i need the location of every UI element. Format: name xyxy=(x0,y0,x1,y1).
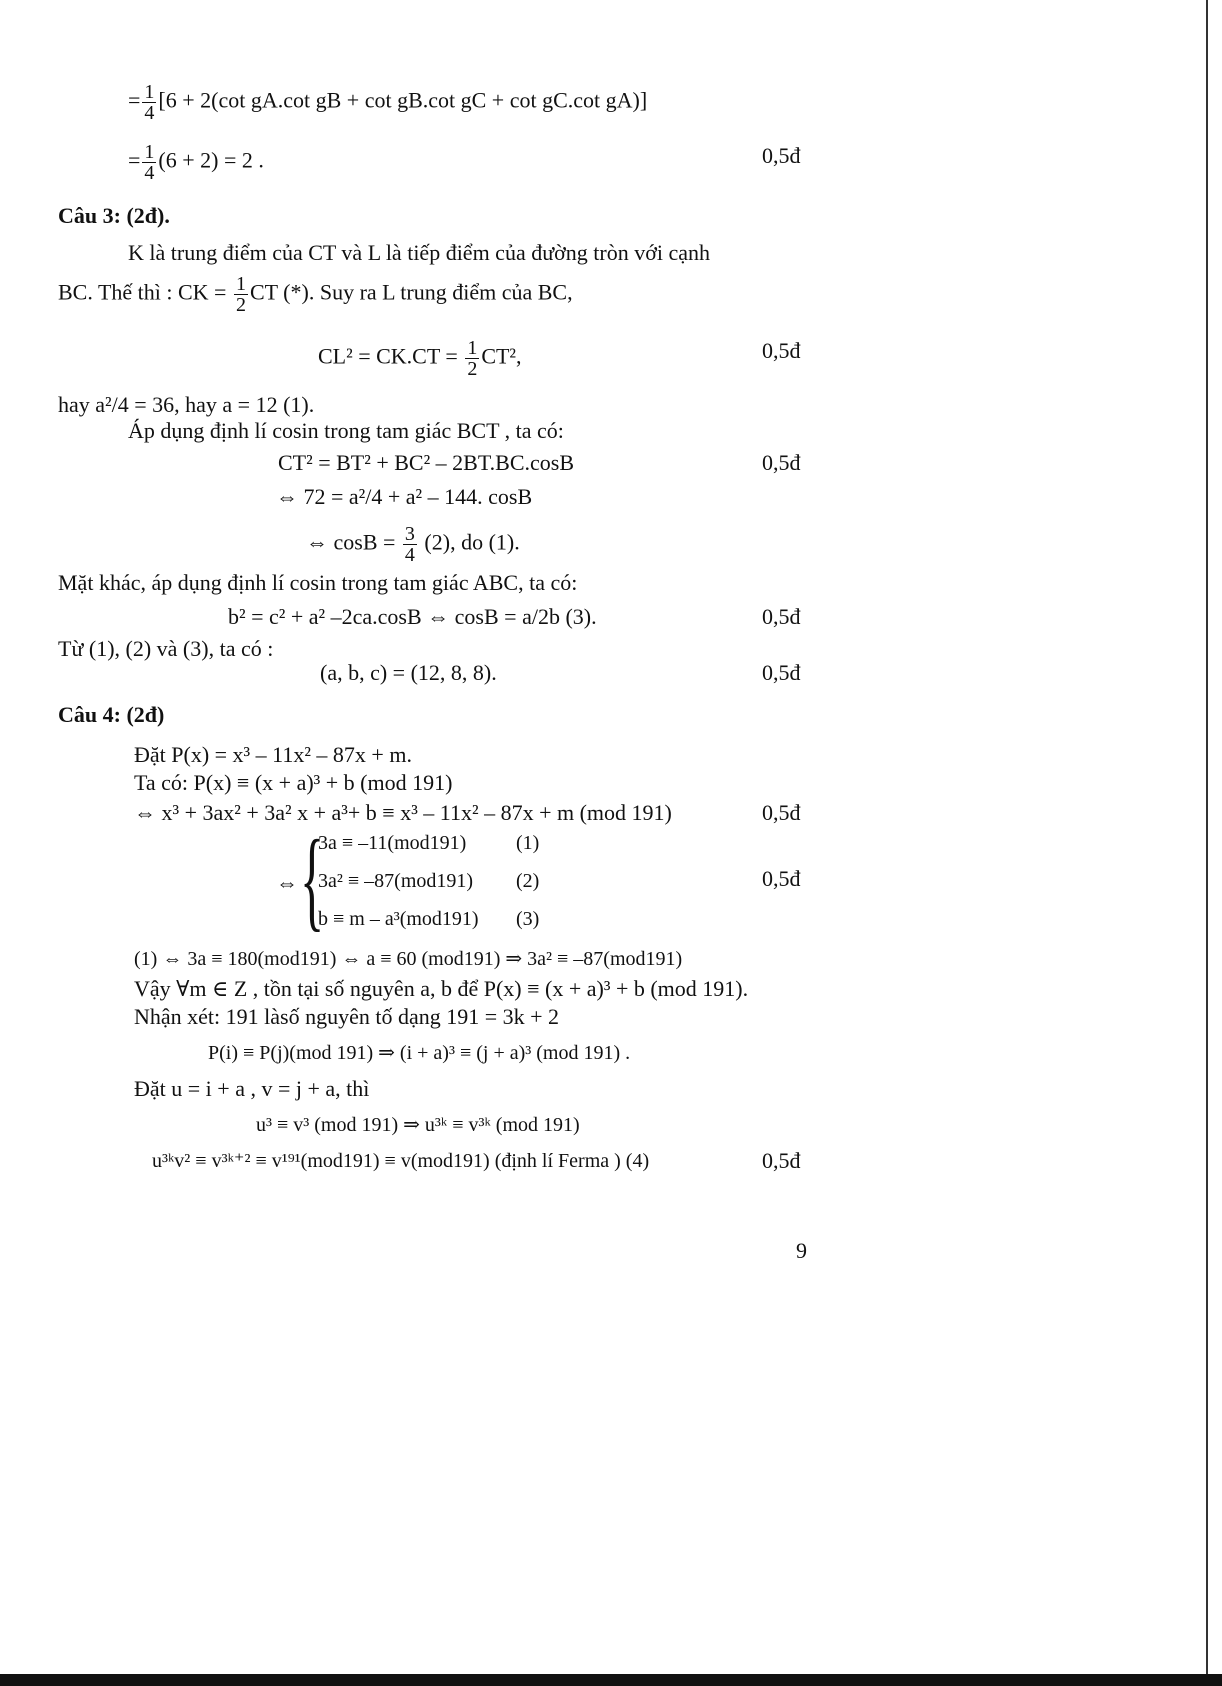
cau3-eq4: ⇔ cosB = $\frac{3}{4}$ (2), do (1). xyxy=(306,523,520,566)
system-eq-2: 3a² ≡ –87(mod191) xyxy=(318,870,474,892)
system-eq-2-tag: (2) xyxy=(516,870,540,892)
cau3-from: Từ (1), (2) và (3), ta có : xyxy=(58,636,274,661)
system-brace: { xyxy=(300,818,325,942)
fraction-three-quarters: $\frac{3}{4}$ xyxy=(404,523,415,566)
fraction-half: $\frac{1}{2}$ xyxy=(467,337,478,380)
cau3-eq2-points: 0,5đ xyxy=(762,450,801,475)
cau4-derivation: (1) ⇔ 3a ≡ 180(mod191) ⇔ a ≡ 60 (mod191) ⇒ 3a² ≡ –87(mod191) xyxy=(134,948,683,970)
cau4-taco: Ta có: P(x) ≡ (x + a)³ + b (mod 191) xyxy=(134,770,453,795)
system-eq-1: 3a ≡ –11(mod191) xyxy=(318,832,467,854)
cau3-eq2: CT² = BT² + BC² – 2BT.BC.cosB xyxy=(278,450,575,475)
cau3-eq1-points: 0,5đ xyxy=(762,338,801,363)
fraction-quarter: $\frac{1}{4}$ xyxy=(144,141,155,184)
cau3-paragraph-2: BC. Thế thì : CK = $\frac{1}{2}$ CT (*). Suy ra L trung điểm của BC, xyxy=(58,273,573,316)
cau3-apply-bct: Áp dụng định lí cosin trong tam giác BCT , ta có: xyxy=(128,418,564,443)
fraction-quarter: $\frac{1}{4}$ xyxy=(144,81,155,124)
cau4-fermat-points: 0,5đ xyxy=(762,1148,801,1173)
cau4-def: Đặt P(x) = x³ – 11x² – 87x + m. xyxy=(134,742,412,767)
system-eq-3: b ≡ m – a³(mod191) xyxy=(318,908,479,930)
system-eq-3-tag: (3) xyxy=(516,908,540,930)
cont-line-1: = $\frac{1}{4}$ [6 + 2(cot gA.cot gB + cot gB.cot gC + cot gC.cot gA)] xyxy=(128,81,648,124)
cau3-apply-abc: Mặt khác, áp dụng định lí cosin trong tam giác ABC, ta có: xyxy=(58,570,578,595)
cau4-equiv: ⇔ x³ + 3ax² + 3a² x + a³+ b ≡ x³ – 11x² – 87x + m (mod 191) xyxy=(134,800,672,825)
cau3-eq1: CL² = CK.CT = $\frac{1}{2}$ CT², xyxy=(318,337,522,380)
cont-points: 0,5đ xyxy=(762,143,801,168)
fraction-half: $\frac{1}{2}$ xyxy=(235,273,246,316)
cau4-pij: P(i) ≡ P(j)(mod 191) ⇒ (i + a)³ ≡ (j + a)³ (mod 191) . xyxy=(208,1042,631,1064)
cau3-eq3: ⇔ 72 = a²/4 + a² – 144. cosB xyxy=(276,484,533,509)
cau4-uv: u³ ≡ v³ (mod 191) ⇒ u³ᵏ ≡ v³ᵏ (mod 191) xyxy=(256,1114,580,1136)
cau4-remark: Nhận xét: 191 làsố nguyên tố dạng 191 = 3k + 2 xyxy=(134,1004,560,1029)
scan-edge-bar xyxy=(0,1674,1222,1686)
cau3-result-points: 0,5đ xyxy=(762,660,801,685)
system-points: 0,5đ xyxy=(762,866,801,891)
cau3-heading: Câu 3: (2đ). xyxy=(58,203,170,228)
cau3-paragraph-1: K là trung điểm của CT và L là tiếp điểm của đường tròn với cạnh xyxy=(128,240,710,265)
cau4-fermat: u³ᵏv² ≡ v³ᵏ⁺² ≡ v¹⁹¹(mod191) ≡ v(mod191) (định lí Ferma ) (4) xyxy=(152,1150,650,1172)
page-number: 9 xyxy=(796,1238,807,1263)
cau3-eq5-points: 0,5đ xyxy=(762,604,801,629)
cau4-conclusion: Vậy ∀m ∈ Z , tồn tại số nguyên a, b để P(x) ≡ (x + a)³ + b (mod 191). xyxy=(134,976,749,1001)
cont-line-2: = $\frac{1}{4}$ (6 + 2) = 2 . xyxy=(128,141,264,184)
cau4-heading: Câu 4: (2đ) xyxy=(58,702,165,727)
system-arrow: ⇔ xyxy=(276,870,298,895)
cau3-hay: hay a²/4 = 36, hay a = 12 (1). xyxy=(58,392,315,417)
cau4-substitution: Đặt u = i + a , v = j + a, thì xyxy=(134,1076,370,1101)
cau3-result: (a, b, c) = (12, 8, 8). xyxy=(320,660,497,685)
cau3-eq5: b² = c² + a² –2ca.cosB ⇔ cosB = a/2b (3). xyxy=(228,604,597,629)
system-eq-1-tag: (1) xyxy=(516,832,540,854)
scan-edge-line xyxy=(1206,0,1208,1686)
cau4-equiv-points: 0,5đ xyxy=(762,800,801,825)
